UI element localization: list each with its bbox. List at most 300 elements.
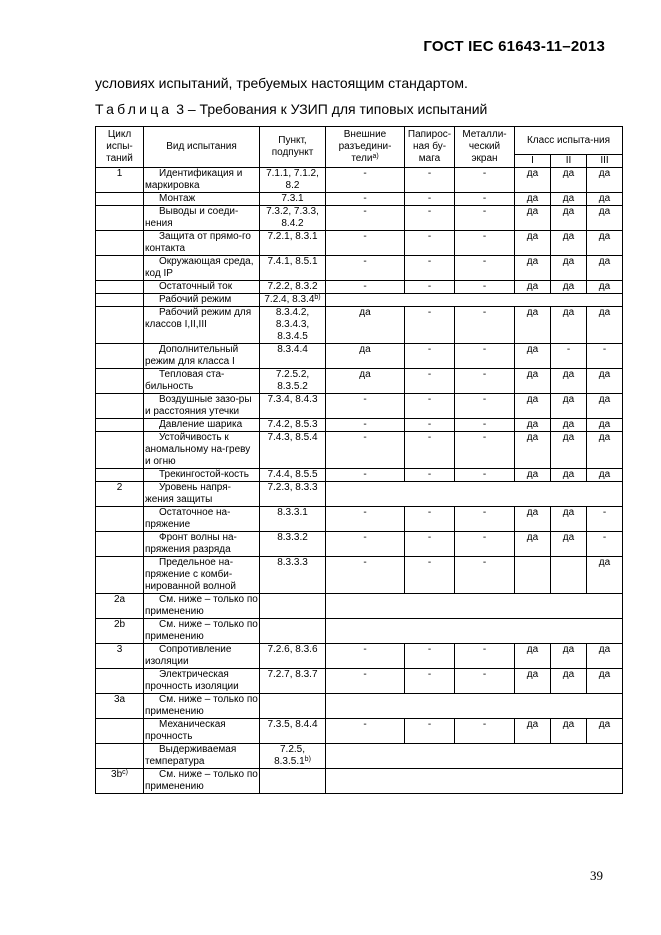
head-disconnectors-note: а) (372, 153, 379, 160)
table-caption (95, 101, 487, 117)
metal-screen-cell: - (455, 307, 515, 344)
disconnectors-cell: - (326, 231, 405, 256)
clause: 8.3.3.3 (277, 557, 308, 568)
clause-note: b) (304, 756, 311, 763)
table-row (96, 769, 623, 794)
clause-cell (260, 744, 326, 769)
class-3-cell: - (587, 507, 623, 532)
class-1-cell: да (515, 307, 551, 344)
class-3-cell: да (587, 168, 623, 193)
cycle-cell (96, 507, 144, 532)
disconnectors-cell: - (326, 256, 405, 281)
head-class-1: I (515, 155, 551, 168)
clause-cell (260, 419, 326, 432)
class-1-cell: да (515, 193, 551, 206)
clause: 7.2.5.2, 8.3.5.2 (275, 369, 310, 392)
metal-screen-cell: - (455, 469, 515, 482)
intro-text: условиях испытаний, требуемых настоящим стандартом. (95, 75, 468, 91)
clause-cell (260, 557, 326, 594)
class-3-cell: да (587, 394, 623, 419)
head-disconnectors (326, 127, 405, 168)
disconnectors-cell: - (326, 206, 405, 231)
head-class-2: II (551, 155, 587, 168)
metal-screen-cell: - (455, 168, 515, 193)
cycle-label: 2a (113, 594, 126, 605)
test-name-cell (144, 694, 260, 719)
class-1-cell: да (515, 507, 551, 532)
test-name: См. ниже – только по применению (145, 694, 258, 717)
metal-screen-cell: - (455, 669, 515, 694)
cycle-cell (96, 644, 144, 669)
class-2-cell: да (551, 469, 587, 482)
table-row (96, 719, 623, 744)
class-1-cell: да (515, 206, 551, 231)
clause: 7.3.5, 8.4.4 (267, 719, 318, 730)
class-3-cell: да (587, 369, 623, 394)
disconnectors-cell: да (326, 307, 405, 344)
metal-screen-cell: - (455, 719, 515, 744)
class-3-cell: да (587, 231, 623, 256)
table-row (96, 669, 623, 694)
test-name: См. ниже – только по применению (145, 619, 258, 642)
head-metal-screen: Металли-ческий экран (455, 127, 515, 168)
tissue-paper-cell: - (405, 281, 455, 294)
empty-merged-cell (326, 594, 623, 619)
clause-cell (260, 432, 326, 469)
disconnectors-cell: - (326, 419, 405, 432)
clause: 7.4.3, 8.5.4 (267, 432, 318, 443)
tissue-paper-cell: - (405, 432, 455, 469)
tissue-paper-cell: - (405, 168, 455, 193)
clause-cell (260, 231, 326, 256)
table-row (96, 193, 623, 206)
clause: 7.2.5, 8.3.5.1 (274, 744, 306, 767)
table-row (96, 619, 623, 644)
class-1-cell: да (515, 669, 551, 694)
table-row (96, 307, 623, 344)
clause: 7.3.2, 7.3.3, 8.4.2 (266, 206, 319, 229)
metal-screen-cell: - (455, 532, 515, 557)
cycle-cell (96, 294, 144, 307)
class-1-cell: да (515, 281, 551, 294)
metal-screen-cell: - (455, 256, 515, 281)
clause: 7.1.1, 7.1.2, 8.2 (266, 168, 319, 191)
clause-cell (260, 307, 326, 344)
class-1-cell: да (515, 719, 551, 744)
table-row (96, 532, 623, 557)
empty-merged-cell (326, 619, 623, 644)
class-2-cell: да (551, 369, 587, 394)
test-name: Воздушные зазо-ры и расстояния утечки (145, 394, 252, 417)
class-1-cell: да (515, 256, 551, 281)
cycle-cell (96, 369, 144, 394)
clause-cell (260, 594, 326, 619)
clause: 7.3.4, 8.4.3 (267, 394, 318, 405)
clause: 7.2.7, 8.3.7 (267, 669, 318, 680)
table-row (96, 432, 623, 469)
clause-cell (260, 206, 326, 231)
metal-screen-cell: - (455, 394, 515, 419)
empty-merged-cell (326, 769, 623, 794)
test-name-cell (144, 719, 260, 744)
tissue-paper-cell: - (405, 532, 455, 557)
class-3-cell: да (587, 669, 623, 694)
class-2-cell: да (551, 307, 587, 344)
table-row (96, 294, 623, 307)
class-3-cell: да (587, 206, 623, 231)
cycle-cell (96, 256, 144, 281)
table-body (96, 168, 623, 794)
test-name-cell (144, 594, 260, 619)
cycle-label: 2b (113, 619, 126, 630)
disconnectors-cell: - (326, 532, 405, 557)
test-name: Сопротивление изоляции (145, 644, 232, 667)
page-number: 39 (590, 868, 603, 883)
class-1-cell: да (515, 419, 551, 432)
tissue-paper-cell: - (405, 369, 455, 394)
class-2-cell: да (551, 669, 587, 694)
clause-cell (260, 644, 326, 669)
cycle-cell (96, 719, 144, 744)
tissue-paper-cell: - (405, 231, 455, 256)
test-name: Монтаж (159, 193, 196, 204)
class-2-cell: да (551, 206, 587, 231)
tissue-paper-cell: - (405, 256, 455, 281)
disconnectors-cell: - (326, 469, 405, 482)
table-row (96, 557, 623, 594)
test-name: Идентификация и маркировка (145, 168, 243, 191)
cycle-cell (96, 231, 144, 256)
clause-cell (260, 394, 326, 419)
cycle-cell (96, 419, 144, 432)
clause: 7.2.4, 8.3.4 (264, 294, 315, 305)
test-name: Трекингостой-кость (159, 469, 249, 480)
class-3-cell: да (587, 719, 623, 744)
table-row (96, 694, 623, 719)
class-2-cell: да (551, 532, 587, 557)
clause-cell (260, 482, 326, 507)
clause: 8.3.3.1 (277, 507, 308, 518)
cycle-cell (96, 744, 144, 769)
cycle-cell (96, 344, 144, 369)
table-row (96, 206, 623, 231)
table-row (96, 419, 623, 432)
class-1-cell: да (515, 532, 551, 557)
test-name-cell (144, 256, 260, 281)
cycle-cell (96, 281, 144, 294)
tissue-paper-cell: - (405, 557, 455, 594)
head-test-type: Вид испытания (144, 127, 260, 168)
metal-screen-cell: - (455, 419, 515, 432)
test-name-cell (144, 206, 260, 231)
head-class-3: III (587, 155, 623, 168)
head-test-class: Класс испыта-ния (515, 127, 623, 155)
class-3-cell: да (587, 281, 623, 294)
head-disconnectors-text: Внешние разъедини-тели (338, 129, 392, 164)
tissue-paper-cell: - (405, 344, 455, 369)
test-name: Электрическая прочность изоляции (145, 669, 239, 692)
clause-cell (260, 532, 326, 557)
clause: 7.4.4, 8.5.5 (267, 469, 318, 480)
class-3-cell: да (587, 469, 623, 482)
clause: 7.3.1 (281, 193, 304, 204)
clause-cell (260, 669, 326, 694)
clause-cell (260, 256, 326, 281)
cycle-label: 1 (116, 168, 123, 179)
clause: 8.3.4.4 (277, 344, 308, 355)
class-2-cell: да (551, 719, 587, 744)
test-name-cell (144, 669, 260, 694)
class-2-cell: да (551, 394, 587, 419)
table-row (96, 344, 623, 369)
cycle-cell (96, 769, 144, 794)
test-name-cell (144, 482, 260, 507)
test-name-cell (144, 294, 260, 307)
disconnectors-cell: - (326, 507, 405, 532)
class-3-cell: да (587, 256, 623, 281)
table-row (96, 744, 623, 769)
cycle-note: c) (122, 769, 128, 776)
head-tissue-paper: Папирос-ная бу-мага (405, 127, 455, 168)
test-name-cell (144, 281, 260, 294)
clause-cell (260, 369, 326, 394)
cycle-cell (96, 394, 144, 419)
class-2-cell: да (551, 281, 587, 294)
table-row (96, 394, 623, 419)
test-name-cell (144, 532, 260, 557)
table-row (96, 469, 623, 482)
table-row (96, 168, 623, 193)
table-row (96, 482, 623, 507)
disconnectors-cell: - (326, 168, 405, 193)
clause-cell (260, 507, 326, 532)
class-2-cell (551, 557, 587, 594)
disconnectors-cell: - (326, 557, 405, 594)
class-1-cell: да (515, 369, 551, 394)
head-cycle: Цикл испы-таний (96, 127, 144, 168)
test-name-cell (144, 419, 260, 432)
class-2-cell: да (551, 432, 587, 469)
class-2-cell: да (551, 168, 587, 193)
tissue-paper-cell: - (405, 669, 455, 694)
clause-cell (260, 193, 326, 206)
disconnectors-cell: - (326, 432, 405, 469)
cycle-cell (96, 307, 144, 344)
cycle-cell (96, 469, 144, 482)
clause: 7.2.2, 8.3.2 (267, 281, 318, 292)
test-name: Выводы и соеди-нения (145, 206, 239, 229)
clause: 7.4.1, 8.5.1 (267, 256, 318, 267)
disconnectors-cell: да (326, 344, 405, 369)
test-name-cell (144, 231, 260, 256)
requirements-table (95, 126, 623, 794)
empty-merged-cell (326, 744, 623, 769)
cycle-cell (96, 432, 144, 469)
disconnectors-cell: - (326, 644, 405, 669)
table-row (96, 256, 623, 281)
empty-merged-cell (326, 482, 623, 507)
metal-screen-cell: - (455, 557, 515, 594)
cycle-cell (96, 619, 144, 644)
tissue-paper-cell: - (405, 193, 455, 206)
test-name-cell (144, 469, 260, 482)
test-name-cell (144, 744, 260, 769)
clause-cell (260, 344, 326, 369)
document-header: ГОСТ IEC 61643-11–2013 (423, 38, 605, 55)
class-1-cell: да (515, 344, 551, 369)
test-name-cell (144, 193, 260, 206)
tissue-paper-cell: - (405, 307, 455, 344)
clause: 7.4.2, 8.5.3 (267, 419, 318, 430)
test-name-cell (144, 619, 260, 644)
tissue-paper-cell: - (405, 644, 455, 669)
test-name-cell (144, 557, 260, 594)
cycle-cell (96, 532, 144, 557)
class-3-cell: - (587, 532, 623, 557)
class-1-cell: да (515, 469, 551, 482)
table-row (96, 231, 623, 256)
clause-cell (260, 719, 326, 744)
disconnectors-cell: - (326, 719, 405, 744)
disconnectors-cell: - (326, 281, 405, 294)
clause-cell (260, 619, 326, 644)
table-row (96, 594, 623, 619)
clause-cell (260, 694, 326, 719)
disconnectors-cell: - (326, 669, 405, 694)
metal-screen-cell: - (455, 206, 515, 231)
cycle-cell (96, 557, 144, 594)
clause-note: b) (314, 294, 321, 301)
test-name: Дополнительный режим для класса I (145, 344, 239, 367)
table-row (96, 281, 623, 294)
class-2-cell: да (551, 193, 587, 206)
disconnectors-cell: - (326, 394, 405, 419)
class-2-cell: да (551, 419, 587, 432)
clause-cell (260, 469, 326, 482)
class-2-cell: да (551, 644, 587, 669)
tissue-paper-cell: - (405, 719, 455, 744)
cycle-label: 3 (116, 644, 123, 655)
clause-cell (260, 294, 326, 307)
class-2-cell: да (551, 231, 587, 256)
class-3-cell: да (587, 307, 623, 344)
test-name-cell (144, 432, 260, 469)
tissue-paper-cell: - (405, 419, 455, 432)
cycle-cell (96, 482, 144, 507)
class-3-cell: - (587, 344, 623, 369)
class-2-cell: да (551, 507, 587, 532)
test-name-cell (144, 344, 260, 369)
test-name: Защита от прямо-го контакта (145, 231, 251, 254)
test-name-cell (144, 307, 260, 344)
test-name: Тепловая ста-бильность (145, 369, 225, 392)
clause-cell (260, 168, 326, 193)
test-name-cell (144, 394, 260, 419)
cycle-label: 3a (113, 694, 126, 705)
empty-merged-cell (326, 294, 623, 307)
cycle-cell (96, 694, 144, 719)
test-name-cell (144, 769, 260, 794)
metal-screen-cell: - (455, 644, 515, 669)
cycle-cell (96, 206, 144, 231)
metal-screen-cell: - (455, 193, 515, 206)
class-1-cell: да (515, 168, 551, 193)
class-1-cell: да (515, 394, 551, 419)
tissue-paper-cell: - (405, 507, 455, 532)
caption-text: – Требования к УЗИП для типовых испытаний (183, 101, 488, 117)
class-1-cell: да (515, 231, 551, 256)
cycle-cell (96, 594, 144, 619)
test-name: Давление шарика (159, 419, 243, 430)
tissue-paper-cell: - (405, 394, 455, 419)
disconnectors-cell: - (326, 193, 405, 206)
clause: 8.3.4.2, 8.3.4.3, 8.3.4.5 (275, 307, 310, 342)
test-name: Фронт волны на-пряжения разряда (145, 532, 237, 555)
test-name: Предельное на-пряжение с комби-нированной волной (145, 557, 237, 592)
clause: 7.2.6, 8.3.6 (267, 644, 318, 655)
test-name: Остаточный ток (159, 281, 233, 292)
disconnectors-cell: да (326, 369, 405, 394)
metal-screen-cell: - (455, 432, 515, 469)
tissue-paper-cell: - (405, 206, 455, 231)
test-name: Механическая прочность (145, 719, 226, 742)
test-name-cell (144, 369, 260, 394)
clause: 7.2.3, 8.3.3 (267, 482, 318, 493)
test-name: Устойчивость к аномальному на-греву и огню (145, 432, 251, 467)
test-name: См. ниже – только по применению (145, 594, 258, 617)
class-3-cell: да (587, 193, 623, 206)
test-name-cell (144, 507, 260, 532)
test-name: См. ниже – только по применению (145, 769, 258, 792)
test-name: Выдерживаемая температура (145, 744, 237, 767)
table-row (96, 369, 623, 394)
table-row (96, 644, 623, 669)
tissue-paper-cell: - (405, 469, 455, 482)
caption-label: Таблица (95, 101, 173, 117)
clause-cell (260, 281, 326, 294)
class-1-cell: да (515, 644, 551, 669)
metal-screen-cell: - (455, 231, 515, 256)
class-1-cell: да (515, 432, 551, 469)
metal-screen-cell: - (455, 369, 515, 394)
cycle-cell (96, 193, 144, 206)
test-name-cell (144, 644, 260, 669)
table-row (96, 507, 623, 532)
caption-number: 3 (176, 101, 184, 117)
clause: 7.2.1, 8.3.1 (267, 231, 318, 242)
class-2-cell: - (551, 344, 587, 369)
head-clause: Пункт, подпункт (260, 127, 326, 168)
test-name: Рабочий режим для классов I,II,III (145, 307, 252, 330)
test-name: Рабочий режим (159, 294, 232, 305)
clause: 8.3.3.2 (277, 532, 308, 543)
class-3-cell: да (587, 557, 623, 594)
test-name: Уровень напря-жения защиты (145, 482, 231, 505)
class-3-cell: да (587, 432, 623, 469)
cycle-cell (96, 669, 144, 694)
class-3-cell: да (587, 419, 623, 432)
test-name: Остаточное на-пряжение (145, 507, 231, 530)
metal-screen-cell: - (455, 344, 515, 369)
empty-merged-cell (326, 694, 623, 719)
cycle-cell (96, 168, 144, 193)
cycle-label: 3b (111, 769, 123, 780)
test-name: Окружающая среда, код IP (145, 256, 254, 279)
cycle-label: 2 (116, 482, 123, 493)
metal-screen-cell: - (455, 507, 515, 532)
clause-cell (260, 769, 326, 794)
class-3-cell: да (587, 644, 623, 669)
